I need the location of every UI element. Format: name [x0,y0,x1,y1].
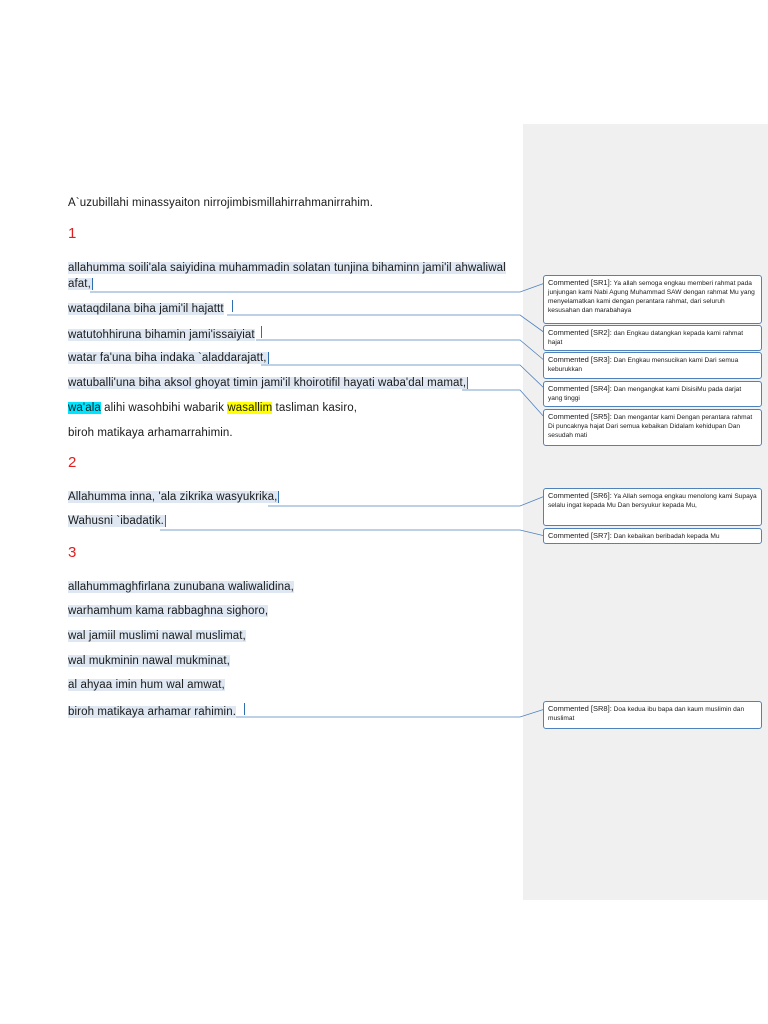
comment-text: Dan mengantar kami Dengan perantara rahmat Di puncaknya hajat Dari semua kebaikan Didalam kehidupan Dan sesudah mati [548,414,753,439]
commented-text[interactable]: allahumma soili'ala saiyidina muhammadin solatan tunjina bihaminn jami'il ahwaliwal [68,262,506,274]
commented-text[interactable]: wataqdilana biha jami'il hajattt [68,303,224,315]
comment-label: Commented [SR5]: [548,412,612,421]
comment-label: Commented [SR4]: [548,384,612,393]
yellow-highlighted-text: wasallim [227,402,273,414]
comment-label: Commented [SR2]: [548,328,612,337]
section-number-3: 3 [68,544,77,561]
commented-text[interactable]: Allahumma inna, 'ala zikrika wasyukrika, [68,491,278,503]
commented-text[interactable]: watar fa'una biha indaka `aladdarajatt, [68,352,267,364]
comment-text: Dan kebaikan beribadah kepada Mu [613,533,720,540]
text-line [68,604,268,618]
section-number-2: 2 [68,454,77,471]
comment-label: Commented [SR3]: [548,355,612,364]
comment-balloon[interactable] [543,528,762,544]
text-line [68,401,357,415]
comment-text: Dan Engkau mensucikan kami Dari semua keburukkan [548,357,739,373]
comment-text: Dan mengangkat kami DisisiMu pada darjat yang tinggi [548,386,742,402]
text-line [68,277,93,291]
text-line [68,678,225,692]
comment-text: Ya allah semoga engkau memberi rahmat pada junjungan kami Nabi Agung Muhammad SAW dengan rahmat Mu yang menyelamatkan kami dengan perantara rahmat, dari seluruh kesusahan dan marabahaya [548,280,755,314]
comment-label: Commented [SR7]: [548,531,612,540]
text-line [68,629,246,643]
comment-anchor [258,326,262,338]
comment-balloon[interactable] [543,701,762,729]
commented-text[interactable]: warhamhum kama rabbaghna sighoro, [68,605,269,617]
comment-anchor [239,703,245,715]
comment-label: Commented [SR6]: [548,491,612,500]
commented-text[interactable]: watutohhiruna bihamin jami'issaiyiat [68,329,255,341]
section-number-1: 1 [68,225,77,242]
text-line [68,490,279,504]
comment-balloon[interactable] [543,409,762,446]
comment-text: Doa kedua ibu bapa dan kaum muslimin dan muslimat [548,706,745,722]
text-line [68,300,233,316]
commented-text[interactable]: wal jamiil muslimi nawal muslimat, [68,630,246,642]
text-line [68,261,506,275]
text-line [68,514,166,528]
comment-balloon[interactable] [543,381,762,407]
plain-text: alihi wasohbihi wabarik [100,402,228,414]
comment-balloon[interactable] [543,325,762,351]
commented-text[interactable]: wal mukminin nawal mukminat, [68,655,230,667]
comment-label: Commented [SR1]: [548,278,612,287]
commented-text[interactable]: biroh matikaya arhamar rahimin. [68,706,236,718]
text-line [68,580,294,594]
commented-text[interactable]: allahummaghfirlana zunubana waliwalidina, [68,581,294,593]
commented-text[interactable]: Wahusni `ibadatik. [68,515,164,527]
comment-balloon[interactable] [543,488,762,526]
cyan-highlighted-text: wa'ala [68,402,101,414]
plain-text: tasliman kasiro, [272,402,358,414]
text-line [68,703,245,719]
text-line [68,376,468,390]
comment-balloon[interactable] [543,275,762,324]
comment-label: Commented [SR8]: [548,704,612,713]
text-line [68,351,269,365]
commented-text[interactable]: afat, [68,278,91,290]
text-line: biroh matikaya arhamarrahimin. [68,427,233,439]
comment-anchor [227,300,233,312]
document-heading: A`uzubillahi minassyaiton nirrojimbismillahirrahmanirrahim. [68,197,373,209]
comment-text: dan Engkau datangkan kepada kami rahmat hajat [548,330,744,346]
commented-text[interactable]: watuballi'una biha aksol ghoyat timin jami'il khoirotifil hayati waba'dal mamat, [68,377,467,389]
text-line [68,326,262,342]
comment-balloon[interactable] [543,352,762,379]
comment-text: Ya Allah semoga engkau menolong kami Supaya selalu ingat kepada Mu Dan bersyukur kepada Mu, [548,493,757,509]
commented-text[interactable]: al ahyaa imin hum wal amwat, [68,679,225,691]
text-line [68,654,230,668]
